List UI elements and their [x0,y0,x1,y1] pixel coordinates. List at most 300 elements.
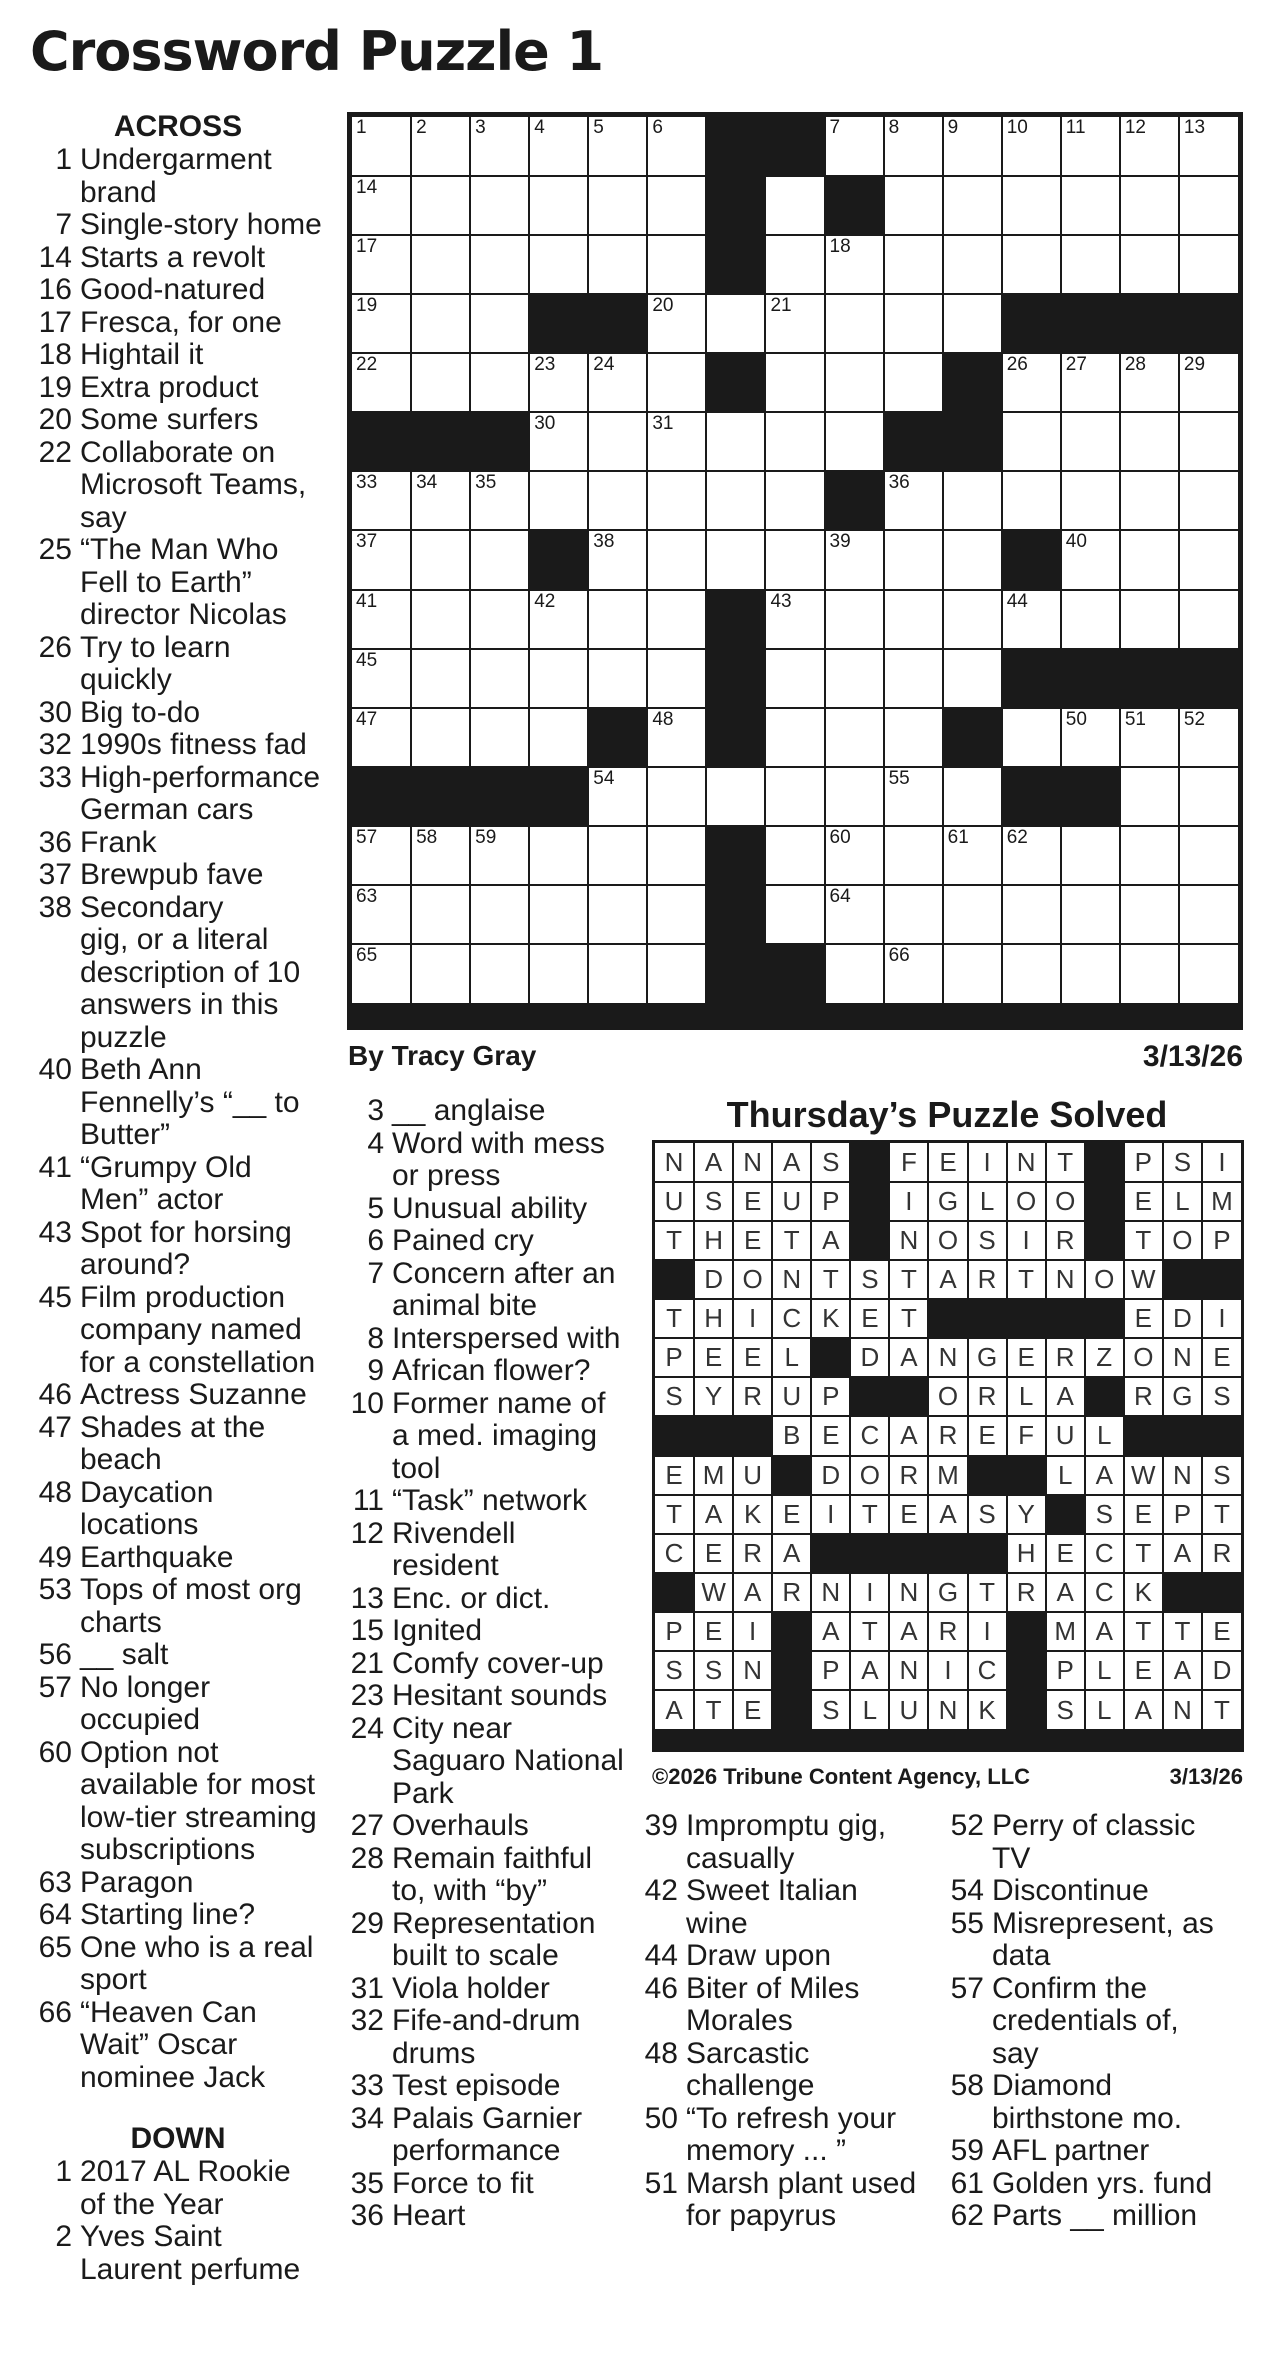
grid-cell[interactable] [885,650,942,707]
solution-cell: L [851,1691,888,1729]
down-clues-col-2 [330,1095,635,2233]
clue-text: Force to fit [392,2166,534,2200]
clue-text: Unusual ability [392,1191,588,1225]
grid-cell[interactable] [1121,709,1178,766]
grid-cell[interactable] [1180,177,1238,234]
grid-cell[interactable] [1003,591,1060,648]
cell-number: 34 [416,472,438,494]
grid-cell[interactable] [648,709,705,766]
grid-cell[interactable] [412,886,469,943]
clue-text: Frank [80,825,157,859]
grid-cell[interactable] [352,531,410,588]
grid-cell[interactable] [1062,117,1119,175]
grid-cell[interactable] [885,295,942,352]
clue-number: 56 [38,1638,72,1671]
grid-cell[interactable] [471,472,528,529]
grid-cell[interactable] [826,413,883,470]
grid-cell[interactable] [766,531,823,588]
grid-cell[interactable] [1062,531,1119,588]
clue-item [330,1485,635,1518]
grid-cell[interactable] [944,650,1001,707]
black-square [1180,295,1238,352]
solution-cell: R [929,1613,966,1650]
cell-number: 58 [416,826,438,848]
solution-title: Thursday’s Puzzle Solved [726,1094,1168,1135]
solution-cell: T [1203,1691,1241,1729]
grid-cell[interactable] [412,354,469,411]
grid-cell[interactable] [530,354,587,411]
clue-text: Some surfers [80,403,259,436]
grid-cell[interactable] [1180,827,1238,884]
grid-cell[interactable] [1121,886,1178,943]
grid-cell[interactable] [648,295,705,352]
solution-cell: S [1164,1143,1201,1181]
grid-cell[interactable] [648,236,705,293]
clue-text: Confirm the credentials of, say [992,1971,1179,2070]
grid-cell[interactable] [352,650,410,707]
grid-cell[interactable] [352,177,410,234]
grid-cell[interactable] [1121,945,1178,1003]
grid-cell[interactable] [1062,709,1119,766]
grid-cell[interactable] [471,709,528,766]
solution-cell: T [695,1691,732,1729]
grid-cell[interactable] [1121,531,1178,588]
grid-cell[interactable] [471,117,528,175]
grid-cell[interactable] [766,413,823,470]
grid-cell[interactable] [530,827,587,884]
grid-cell[interactable] [1003,945,1060,1003]
grid-cell[interactable] [1180,472,1238,529]
grid-cell[interactable] [412,827,469,884]
grid-cell[interactable] [412,236,469,293]
black-square [707,827,764,884]
solution-cell: P [812,1652,849,1689]
solution-cell: S [655,1652,693,1689]
solution-cell: U [1047,1417,1084,1454]
grid-cell[interactable] [707,768,764,825]
grid-cell[interactable] [471,236,528,293]
grid-cell[interactable] [530,945,587,1003]
grid-cell[interactable] [1062,354,1119,411]
grid-cell[interactable] [1062,886,1119,943]
grid-cell[interactable] [1062,177,1119,234]
solution-black-square [734,1417,771,1454]
grid-cell[interactable] [1121,236,1178,293]
grid-cell[interactable] [352,827,410,884]
solution-cell: L [1086,1652,1123,1689]
grid-cell[interactable] [826,354,883,411]
grid-cell[interactable] [589,354,646,411]
clue-item [638,2168,948,2233]
grid-cell[interactable] [530,650,587,707]
grid-cell[interactable] [412,472,469,529]
grid-cell[interactable] [1121,177,1178,234]
grid-cell[interactable] [944,768,1001,825]
clue-number: 53 [38,1573,72,1606]
grid-cell[interactable] [471,177,528,234]
grid-cell[interactable] [648,413,705,470]
clue-item [330,2200,635,2233]
grid-cell[interactable] [766,295,823,352]
grid-cell[interactable] [1003,472,1060,529]
grid-cell[interactable] [944,827,1001,884]
cell-number: 29 [1183,354,1206,376]
solution-cell: C [655,1535,693,1572]
grid-cell[interactable] [589,117,646,175]
grid-cell[interactable] [1180,531,1238,588]
cell-number: 64 [829,885,851,907]
grid-cell[interactable] [530,177,587,234]
solution-cell: T [655,1222,693,1259]
grid-cell[interactable] [530,236,587,293]
grid-cell[interactable] [1180,236,1238,293]
clue-number: 55 [950,1906,984,1940]
grid-cell[interactable] [648,650,705,707]
clue-number: 62 [950,2199,984,2232]
grid-cell[interactable] [412,117,469,175]
grid-cell[interactable] [1003,117,1060,175]
grid-cell[interactable] [944,591,1001,648]
solution-cell: N [1047,1261,1084,1298]
clue-item [28,1542,328,1575]
solution-cell: E [969,1417,1006,1454]
grid-cell[interactable] [1180,354,1238,411]
grid-cell[interactable] [1180,945,1238,1003]
grid-cell[interactable] [648,886,705,943]
grid-cell[interactable] [589,827,646,884]
clue-text: Fife-and-drum drums [392,2004,581,2070]
grid-cell[interactable] [471,886,528,943]
grid-cell[interactable] [530,413,587,470]
clue-number: 33 [350,2069,384,2102]
grid-cell[interactable] [648,591,705,648]
solution-cell: L [773,1339,810,1376]
grid-cell[interactable] [648,472,705,529]
grid-cell[interactable] [707,295,764,352]
grid-cell[interactable] [944,295,1001,352]
grid-cell[interactable] [1062,472,1119,529]
grid-cell[interactable] [471,354,528,411]
clue-text: Sarcastic challenge [686,2036,815,2102]
grid-cell[interactable] [648,354,705,411]
grid-cell[interactable] [885,945,942,1003]
grid-cell[interactable] [885,768,942,825]
clue-number: 49 [38,1540,72,1574]
clue-number: 46 [644,1971,678,2005]
grid-cell[interactable] [944,886,1001,943]
grid-cell[interactable] [352,354,410,411]
grid-cell[interactable] [1121,591,1178,648]
solution-cell: O [1086,1261,1123,1298]
grid-cell[interactable] [1180,768,1238,825]
grid-cell[interactable] [707,413,764,470]
grid-cell[interactable] [589,768,646,825]
clue-number: 27 [350,1809,384,1842]
grid-cell[interactable] [826,886,883,943]
grid-cell[interactable] [1180,591,1238,648]
clue-number: 16 [38,273,72,306]
grid-cell[interactable] [766,709,823,766]
grid-cell[interactable] [766,354,823,411]
grid-cell[interactable] [352,295,410,352]
grid-cell[interactable] [648,531,705,588]
solution-black-square [1008,1652,1045,1689]
solution-black-square [1164,1261,1201,1298]
grid-cell[interactable] [766,177,823,234]
clue-item [944,2070,1254,2135]
black-square [589,295,646,352]
grid-cell[interactable] [352,886,410,943]
copyright: ©2026 Tribune Content Agency, LLC [652,1764,1031,1789]
grid-cell[interactable] [1062,827,1119,884]
grid-cell[interactable] [885,117,942,175]
grid-cell[interactable] [826,531,883,588]
clue-item [28,209,328,242]
grid-cell[interactable] [826,945,883,1003]
clue-text: Try to learn quickly [80,630,231,696]
grid-cell[interactable] [1062,236,1119,293]
solution-cell: K [969,1691,1006,1729]
grid-cell[interactable] [707,472,764,529]
clue-text: Draw upon [686,1939,832,1972]
grid-cell[interactable] [1003,236,1060,293]
grid-cell[interactable] [885,591,942,648]
clue-number: 35 [350,2166,384,2200]
grid-cell[interactable] [944,531,1001,588]
grid-cell[interactable] [1121,117,1178,175]
clue-text: Ignited [392,1614,483,1647]
grid-cell[interactable] [766,591,823,648]
clue-item [28,144,328,209]
cell-number: 6 [652,117,663,138]
solution-black-square [773,1652,810,1689]
grid-cell[interactable] [352,591,410,648]
grid-cell[interactable] [1121,827,1178,884]
grid-cell[interactable] [589,472,646,529]
clue-number: 1 [55,143,72,176]
grid-cell[interactable] [766,827,823,884]
black-square [944,709,1001,766]
clue-item [330,1615,635,1648]
grid-cell[interactable] [648,117,705,175]
cell-number: 62 [1006,826,1028,848]
grid-cell[interactable] [1062,413,1119,470]
grid-cell[interactable] [944,472,1001,529]
grid-cell[interactable] [1003,354,1060,411]
crossword-grid[interactable] [347,112,1243,1030]
grid-cell[interactable] [589,945,646,1003]
solution-cell: G [969,1339,1006,1376]
grid-cell[interactable] [648,827,705,884]
solution-cell: A [1164,1535,1201,1572]
grid-cell[interactable] [885,177,942,234]
puzzle-date: 3/13/26 [1142,1040,1243,1073]
grid-cell[interactable] [352,117,410,175]
grid-cell[interactable] [1003,827,1060,884]
grid-cell[interactable] [412,177,469,234]
black-square [352,768,410,825]
cell-number: 35 [475,472,497,494]
grid-cell[interactable] [589,886,646,943]
grid-cell[interactable] [648,177,705,234]
grid-cell[interactable] [471,650,528,707]
grid-cell[interactable] [944,177,1001,234]
solution-cell: P [1164,1496,1201,1533]
clue-number: 29 [350,1906,384,1940]
grid-cell[interactable] [885,886,942,943]
clue-number: 24 [350,1711,384,1745]
clue-number: 45 [38,1280,72,1314]
grid-cell[interactable] [589,650,646,707]
grid-cell[interactable] [471,591,528,648]
grid-cell[interactable] [826,236,883,293]
grid-cell[interactable] [1062,591,1119,648]
cell-number: 10 [1006,117,1028,138]
clue-number: 22 [38,435,72,469]
solution-cell: U [773,1378,810,1415]
grid-cell[interactable] [826,650,883,707]
grid-cell[interactable] [1180,886,1238,943]
grid-cell[interactable] [944,236,1001,293]
solution-black-square [812,1535,849,1572]
black-square [826,472,883,529]
clue-number: 63 [38,1865,72,1899]
grid-cell[interactable] [352,236,410,293]
grid-cell[interactable] [766,650,823,707]
black-square [766,117,823,175]
grid-cell[interactable] [707,531,764,588]
grid-cell[interactable] [766,768,823,825]
grid-cell[interactable] [412,945,469,1003]
grid-cell[interactable] [1003,709,1060,766]
grid-cell[interactable] [885,827,942,884]
clue-text: Test episode [392,2069,561,2102]
grid-cell[interactable] [944,117,1001,175]
grid-cell[interactable] [885,354,942,411]
solution-black-square [1164,1574,1201,1611]
solution-black-square [1086,1222,1123,1259]
clue-item [330,1388,635,1486]
grid-cell[interactable] [766,236,823,293]
grid-cell[interactable] [648,945,705,1003]
grid-cell[interactable] [1180,709,1238,766]
grid-cell[interactable] [1121,768,1178,825]
clue-number: 42 [644,1874,678,1907]
grid-cell[interactable] [530,472,587,529]
clue-item [28,2156,328,2221]
clue-number: 59 [950,2134,984,2167]
grid-cell[interactable] [1121,413,1178,470]
grid-cell[interactable] [352,709,410,766]
solution-cell: E [1125,1183,1162,1220]
clue-number: 47 [38,1410,72,1444]
clue-number: 2 [55,2220,72,2253]
grid-cell[interactable] [412,531,469,588]
grid-cell[interactable] [1180,413,1238,470]
grid-cell[interactable] [589,531,646,588]
grid-cell[interactable] [826,827,883,884]
grid-cell[interactable] [766,886,823,943]
cell-number: 1 [356,117,367,138]
clue-text: Collaborate on Microsoft Teams, say [80,435,307,534]
solution-black-square [890,1535,927,1572]
grid-cell[interactable] [1003,413,1060,470]
grid-cell[interactable] [826,591,883,648]
clue-text: Starting line? [80,1898,256,1931]
grid-cell[interactable] [826,295,883,352]
grid-cell[interactable] [589,591,646,648]
solution-black-square [851,1535,888,1572]
black-square [766,945,823,1003]
grid-cell[interactable] [885,472,942,529]
grid-cell[interactable] [412,295,469,352]
grid-cell[interactable] [885,531,942,588]
grid-cell[interactable] [412,650,469,707]
grid-cell[interactable] [530,591,587,648]
grid-cell[interactable] [885,236,942,293]
solution-cell: D [812,1457,849,1494]
clue-number: 23 [350,1679,384,1712]
grid-cell[interactable] [352,472,410,529]
grid-cell[interactable] [530,709,587,766]
cell-number: 66 [888,944,910,966]
cell-number: 43 [770,590,792,612]
grid-cell[interactable] [1003,886,1060,943]
grid-cell[interactable] [530,886,587,943]
grid-cell[interactable] [1062,945,1119,1003]
grid-cell[interactable] [826,117,883,175]
grid-cell[interactable] [1121,472,1178,529]
across-clues [28,110,328,2286]
grid-cell[interactable] [885,709,942,766]
grid-cell[interactable] [471,827,528,884]
grid-cell[interactable] [1180,117,1238,175]
clue-number: 51 [644,2166,678,2200]
cell-number: 44 [1006,590,1028,612]
solution-cell: G [929,1574,966,1611]
grid-cell[interactable] [766,472,823,529]
grid-cell[interactable] [412,591,469,648]
grid-cell[interactable] [352,945,410,1003]
grid-cell[interactable] [589,413,646,470]
grid-cell[interactable] [826,768,883,825]
grid-cell[interactable] [944,945,1001,1003]
grid-cell[interactable] [648,768,705,825]
grid-cell[interactable] [826,709,883,766]
grid-cell[interactable] [471,531,528,588]
grid-cell[interactable] [471,295,528,352]
grid-cell[interactable] [471,945,528,1003]
cell-number: 4 [534,117,545,138]
grid-cell[interactable] [589,236,646,293]
cell-number: 27 [1065,354,1087,376]
cell-number: 13 [1183,117,1206,138]
grid-cell[interactable] [412,709,469,766]
clue-item [28,1899,328,1932]
clue-text: Palais Garnier performance [392,2101,583,2167]
grid-cell[interactable] [589,177,646,234]
clue-text: Earthquake [80,1540,234,1574]
grid-cell[interactable] [1003,177,1060,234]
clue-number: 48 [644,2036,678,2070]
clue-number: 32 [350,2004,384,2037]
solution-cell: A [1086,1613,1123,1650]
cell-number: 60 [829,826,851,848]
solution-black-square [655,1261,693,1298]
cell-number: 28 [1124,354,1146,376]
grid-cell[interactable] [530,117,587,175]
grid-cell[interactable] [1121,354,1178,411]
